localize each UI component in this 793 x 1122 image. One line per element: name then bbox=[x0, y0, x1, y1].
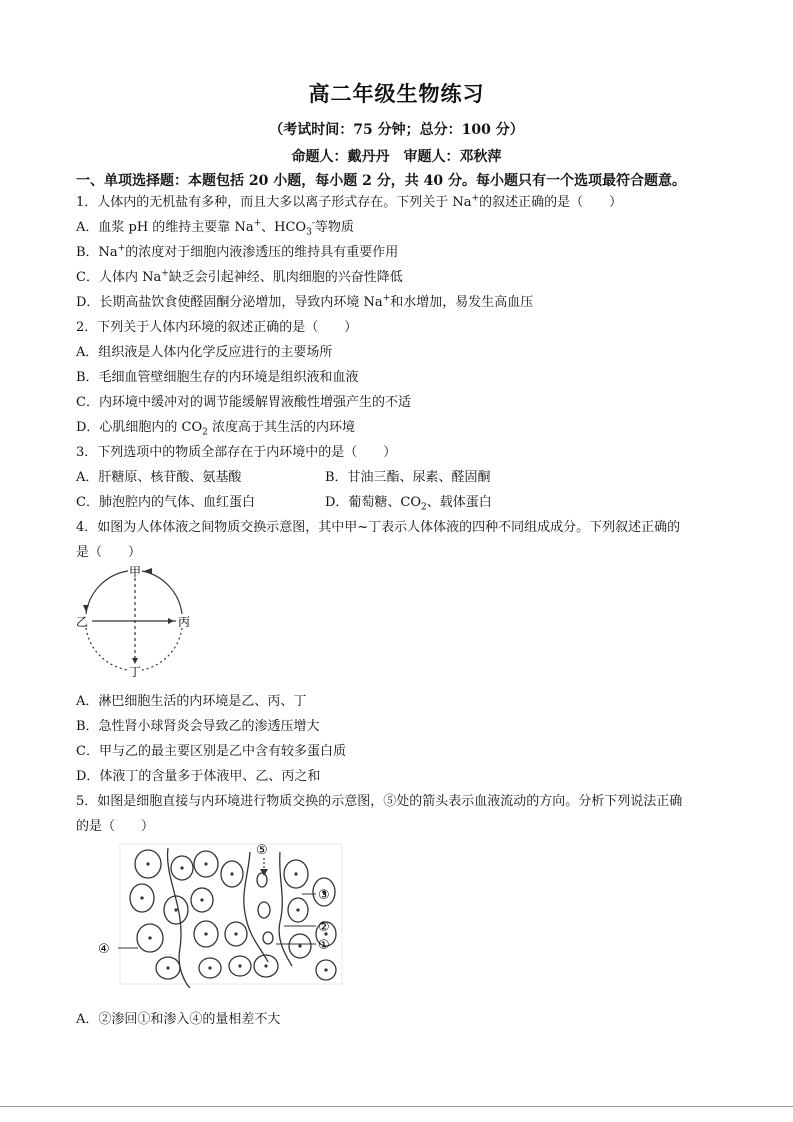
q3-option-c: C．肺泡腔内的气体、血红蛋白 bbox=[76, 495, 255, 510]
label-5: ⑤ bbox=[256, 843, 268, 858]
q4-stem-line1: 4．如图为人体体液之间物质交换示意图，其中甲~丁表示人体体液的四种不同组成成分。下列叙述正确的 bbox=[76, 520, 681, 535]
q4-option-b: B．急性肾小球肾炎会导致乙的渗透压增大 bbox=[76, 719, 320, 734]
label-yi: 乙 bbox=[76, 615, 89, 629]
label-jia: 甲 bbox=[129, 565, 142, 579]
label-2: ② bbox=[318, 920, 330, 935]
authors-line: 命题人：戴丹丹 审题人：邓秋萍 bbox=[291, 149, 502, 165]
exam-info: （考试时间：75 分钟；总分：100 分） bbox=[269, 122, 524, 138]
label-ding: 丁 bbox=[129, 665, 142, 679]
label-1: ① bbox=[318, 938, 330, 953]
q1-option-a: A．血浆 pH 的维持主要靠 Na+、$HCO_3^-$等物质 bbox=[76, 218, 354, 238]
q3-stem: 3．下列选项中的物质全部存在于内环境中的是（ ） bbox=[76, 445, 397, 460]
page-title: 高二年级生物练习 bbox=[308, 81, 485, 106]
q4-option-a: A．淋巴细胞生活的内环境是乙、丙、丁 bbox=[76, 694, 307, 709]
q5-stem-line1: 5．如图是细胞直接与内环境进行物质交换的示意图，⑤处的箭头表示血液流动的方向。分析下列说法正确 bbox=[76, 794, 683, 809]
q2-option-c: C．内环境中缓冲对的调节能缓解胃液酸性增强产生的不适 bbox=[76, 395, 411, 410]
tissue-exchange-diagram bbox=[90, 838, 352, 988]
q3-option-d: D．葡萄糖、$CO_2$、载体蛋白 bbox=[325, 495, 492, 513]
q1-option-c: C．人体内 Na+缺乏会引起神经、肌肉细胞的兴奋性降低 bbox=[76, 268, 403, 285]
label-3: ③ bbox=[318, 888, 330, 903]
q3-option-a: A．肝糖原、核苷酸、氨基酸 bbox=[76, 470, 242, 485]
q1-option-b: B．Na+的浓度对于细胞内液渗透压的维持具有重要作用 bbox=[76, 243, 399, 260]
q2-option-a: A．组织液是人体内化学反应进行的主要场所 bbox=[76, 345, 333, 360]
label-bing: 丙 bbox=[178, 615, 191, 629]
q2-stem: 2．下列关于人体内环境的叙述正确的是（ ） bbox=[76, 320, 358, 335]
label-4: ④ bbox=[98, 942, 110, 957]
q4-option-c: C．甲与乙的最主要区别是乙中含有较多蛋白质 bbox=[76, 744, 346, 759]
q4-option-d: D．体液丁的含量多于体液甲、乙、丙之和 bbox=[76, 769, 321, 784]
q5-stem-line2: 的是（ ） bbox=[76, 819, 155, 834]
q2-option-b: B．毛细血管壁细胞生存的内环境是组织液和血液 bbox=[76, 370, 359, 385]
body-fluid-exchange-diagram bbox=[74, 562, 196, 680]
q1-stem: 1．人体内的无机盐有多种，而且大多以离子形式存在。下列关于 Na+的叙述正确的是（ ） bbox=[76, 193, 623, 210]
q3-option-b: B．甘油三酯、尿素、醛固酮 bbox=[325, 470, 491, 485]
q1-option-d: D．长期高盐饮食使醛固酮分泌增加，导致内环境 Na+和水增加，易发生高血压 bbox=[76, 293, 534, 310]
page-bottom-rule bbox=[0, 1106, 793, 1107]
section-heading: 一、单项选择题：本题包括 20 小题，每小题 2 分，共 40 分。每小题只有一个选项最符合题意。 bbox=[76, 173, 686, 189]
q5-option-a: A．②渗回①和渗入④的量相差不大 bbox=[76, 1012, 281, 1027]
q2-option-d: D．心肌细胞内的 $CO_2$ 浓度高于其生活的内环境 bbox=[76, 420, 356, 438]
q4-stem-line2: 是（ ） bbox=[76, 545, 142, 560]
